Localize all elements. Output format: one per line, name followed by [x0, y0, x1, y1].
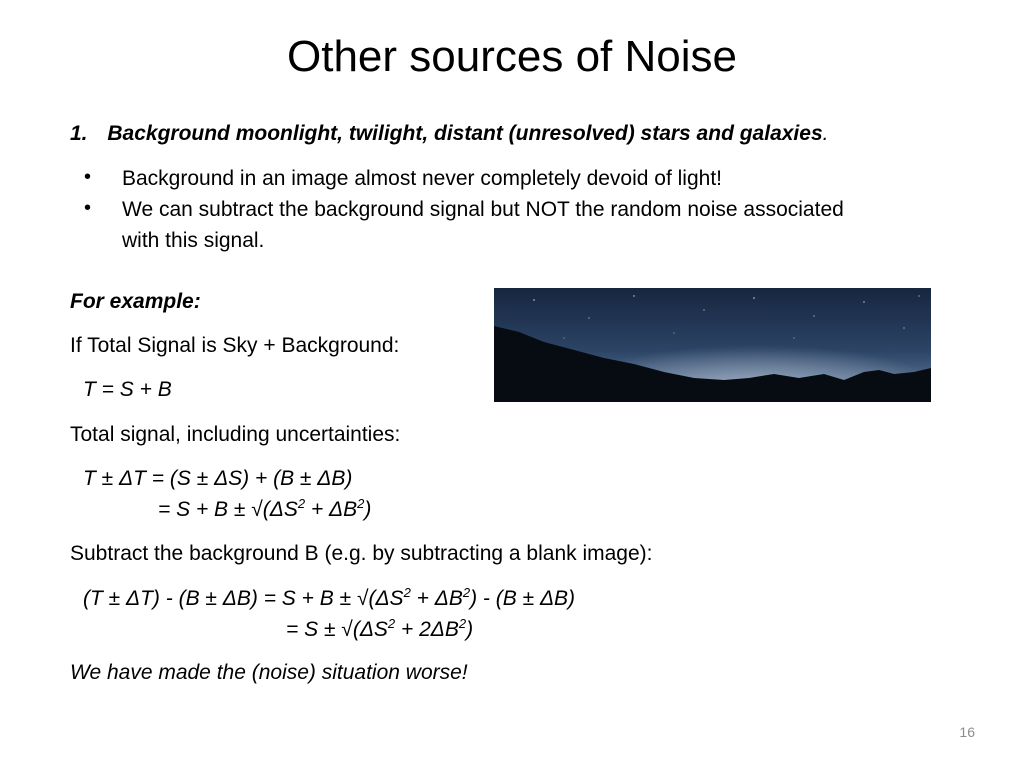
bullet-2: We can subtract the background signal but NOT the random noise associated	[122, 198, 844, 221]
example-heading: For example:	[70, 290, 201, 313]
bullet-2-continuation: with this signal.	[122, 229, 265, 252]
item-number: 1.	[70, 122, 88, 145]
equation-2-line-1: $(T \pm \Delta T) - (B \pm \Delta B) = S + B \pm √(\Delta S^2 + \Delta B^2) - (B \pm \Delta B)$	[83, 585, 576, 610]
bullet-marker: •	[84, 166, 92, 188]
bullet-marker: •	[84, 197, 92, 219]
equation-t-s-b: T = S + B	[83, 378, 172, 401]
numbered-item-1	[70, 120, 828, 148]
bullet-1: Background in an image almost never completely devoid of light!	[122, 167, 722, 190]
equation-1-line-1: T ± ΔT = (S ± ΔS) + (B ± ΔB)	[83, 467, 353, 490]
equation-1-line-2: = $S + B \pm √(\Delta S^2 + \Delta B^2)$	[158, 496, 372, 521]
equation-2-line-2: = $S \pm √(\Delta S^2 + 2\Delta B^2)$	[286, 616, 474, 641]
night-sky-image	[494, 288, 931, 402]
page-number: 16	[959, 724, 975, 740]
uncertainties-line: Total signal, including uncertainties:	[70, 423, 401, 446]
conclusion-text: We have made the (noise) situation worse!	[70, 661, 468, 684]
item-trailing: .	[822, 122, 829, 145]
subtract-line: Subtract the background B (e.g. by subtracting a blank image):	[70, 542, 653, 565]
slide-title: Other sources of Noise	[287, 32, 737, 81]
item-text: Background moonlight, twilight, distant (unresolved) stars and galaxies	[107, 122, 823, 145]
total-signal-line: If Total Signal is Sky + Background:	[70, 334, 400, 357]
